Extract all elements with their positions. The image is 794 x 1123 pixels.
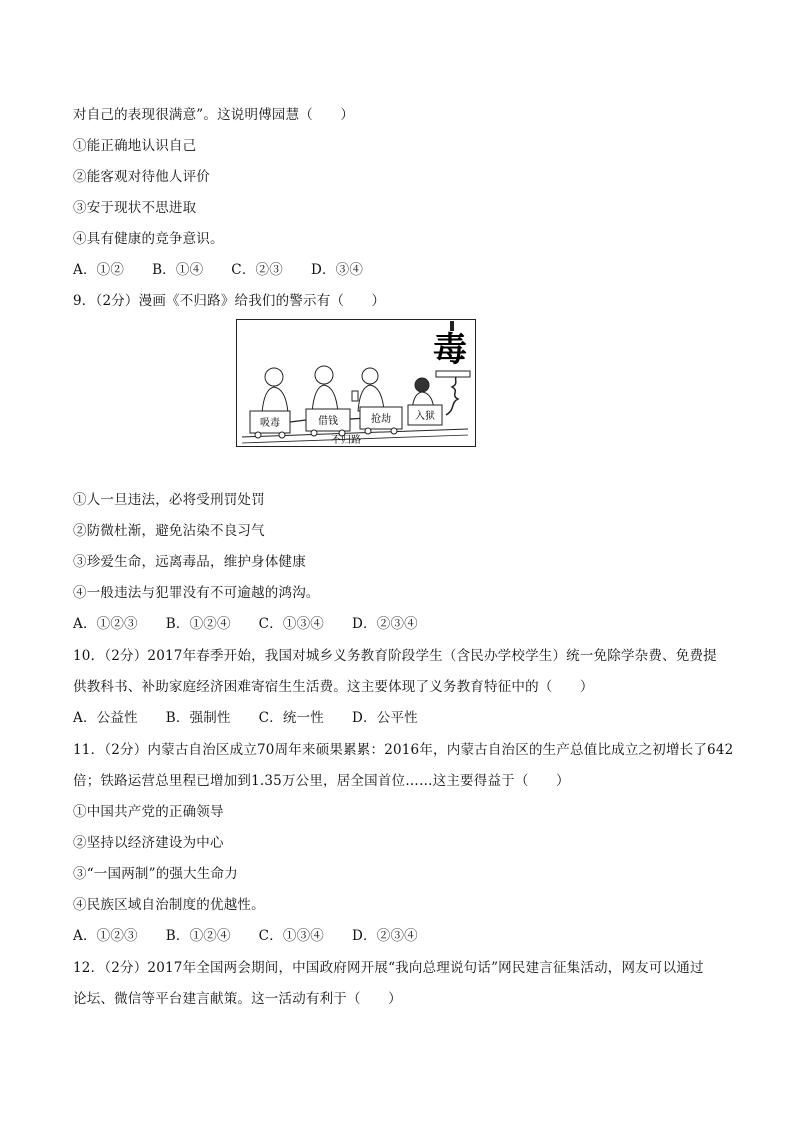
q9-option-b[interactable]: B．①②④ [165, 616, 231, 632]
q11-options [73, 924, 446, 944]
q9-item-2: ②防微杜渐，避免沾染不良习气 [73, 523, 265, 539]
q11-item-4: ④民族区域自治制度的优越性。 [73, 897, 265, 913]
q9-option-a[interactable]: A．①②③ [73, 616, 138, 632]
cartoon-label-1: 吸毒 [260, 418, 280, 429]
q11-option-c[interactable]: C．①③④ [258, 928, 325, 944]
q10-stem-line-1: 10．（2分）2017年春季开始，我国对城乡义务教育阶段学生（含民办学校学生）统一免除学杂费、免费提 [73, 648, 717, 664]
q10-option-d[interactable]: D．公平性 [352, 710, 418, 726]
q11-stem-line-2: 倍；铁路运营总里程已增加到1.35万公里，居全国首位……这主要得益于（ ） [73, 773, 570, 789]
q11-item-1: ①中国共产党的正确领导 [73, 804, 224, 820]
q8-item-3: ③安于现状不思进取 [73, 200, 197, 216]
cartoon-label-4: 入狱 [415, 411, 435, 422]
q8-option-b[interactable]: B．①④ [152, 262, 204, 278]
q9-stem: 9．（2分）漫画《不归路》给我们的警示有（ ） [73, 293, 386, 309]
q8-option-a[interactable]: A．①② [73, 262, 125, 278]
cartoon-label-3: 抢劫 [371, 414, 391, 425]
q11-option-d[interactable]: D．②③④ [352, 928, 418, 944]
q8-option-d[interactable]: D．③④ [310, 262, 364, 278]
q12-stem-line-1: 12．（2分）2017年全国两会期间，中国政府网开展“我向总理说句话”网民建言征集活动，网友可以通过 [73, 960, 704, 976]
q8-item-1: ①能正确地认识自己 [73, 138, 197, 154]
cartoon-poison-char: 毒 [433, 330, 467, 370]
q9-item-4: ④一般违法与犯罪没有不可逾越的鸿沟。 [73, 585, 320, 601]
q10-option-b[interactable]: B．强制性 [165, 710, 231, 726]
q9-item-3: ③珍爱生命，远离毒品，维护身体健康 [73, 554, 306, 570]
q11-option-b[interactable]: B．①②④ [165, 928, 231, 944]
q11-item-2: ②坚持以经济建设为中心 [73, 835, 224, 851]
q10-stem-line-2: 供教科书、补助家庭经济困难寄宿生生活费。这主要体现了义务教育特征中的（ ） [73, 679, 594, 695]
q8-item-2: ②能客观对待他人评价 [73, 169, 210, 185]
q8-option-c[interactable]: C．②③ [231, 262, 283, 278]
q12-stem-line-2: 论坛、微信等平台建言献策。这一活动有利于（ ） [73, 991, 402, 1007]
q11-option-a[interactable]: A．①②③ [73, 928, 138, 944]
q11-stem-line-1: 11．（2分）内蒙古自治区成立70周年来硕果累累：2016年，内蒙古自治区的生产总值比成立之初增长了642 [73, 742, 734, 758]
q8-options [73, 258, 391, 278]
cartoon-road-label: 不归路 [331, 435, 361, 446]
cartoon-image [236, 319, 476, 447]
q8-item-4: ④具有健康的竞争意识。 [73, 231, 224, 247]
q9-options [73, 612, 446, 632]
q9-item-1: ①人一旦违法，必将受刑罚处罚 [73, 492, 265, 508]
q8-stem-tail: 对自己的表现很满意”。这说明傅园慧（ ） [73, 107, 355, 123]
q9-option-c[interactable]: C．①③④ [258, 616, 325, 632]
q11-item-3: ③“一国两制”的强大生命力 [73, 866, 238, 882]
cartoon-label-2: 借钱 [318, 416, 338, 427]
q9-option-d[interactable]: D．②③④ [352, 616, 418, 632]
q10-option-c[interactable]: C．统一性 [258, 710, 325, 726]
q10-options [73, 706, 446, 726]
q10-option-a[interactable]: A．公益性 [73, 710, 138, 726]
